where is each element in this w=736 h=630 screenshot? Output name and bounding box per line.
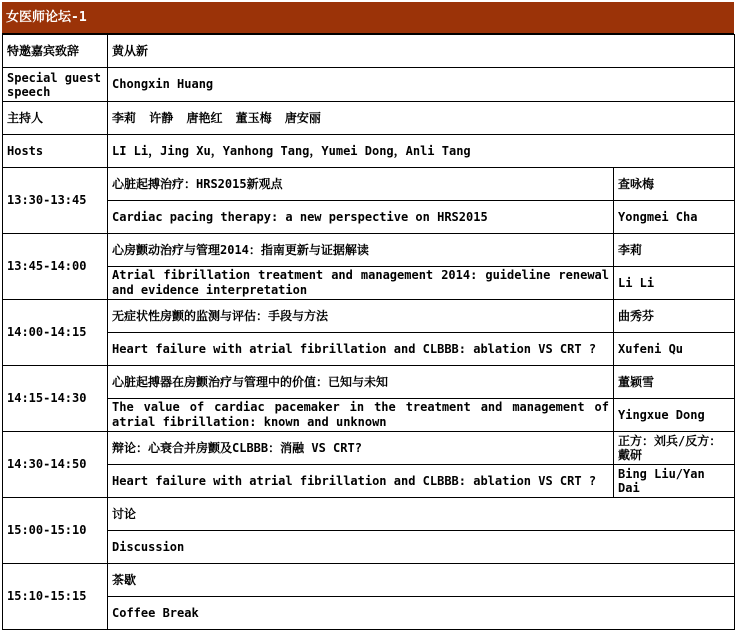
- table-row: [3, 564, 735, 597]
- table-row: [3, 135, 735, 168]
- hosts-label-cn: 主持人: [3, 102, 108, 135]
- table-row: [3, 498, 735, 531]
- session-topic-en: Heart failure with atrial fibrillation and CLBBB: ablation VS CRT ?: [108, 333, 614, 366]
- break-label-cn: 讨论: [108, 498, 735, 531]
- table-row: [3, 201, 735, 234]
- session-topic-cn: 辩论：心衰合并房颤及CLBBB：消融 VS CRT?: [108, 432, 614, 465]
- session-speaker-en: Xufeni Qu: [614, 333, 735, 366]
- session-speaker-cn: 正方：刘兵/反方：戴研: [614, 432, 735, 465]
- table-row: [3, 68, 735, 102]
- hosts-value-en: LI Li，Jing Xu，Yanhong Tang，Yumei Dong，Anli Tang: [108, 135, 735, 168]
- table-row: [3, 300, 735, 333]
- break-label-en: Coffee Break: [108, 597, 735, 630]
- table-row: [3, 465, 735, 498]
- session-speaker-en: Bing Liu/Yan Dai: [614, 465, 735, 498]
- session-topic-en: The value of cardiac pacemaker in the treatment and management of atrial fibrillation: known and unknown: [108, 399, 614, 432]
- session-speaker-en: Yongmei Cha: [614, 201, 735, 234]
- table-row: [3, 168, 735, 201]
- session-topic-cn: 心脏起搏器在房颤治疗与管理中的价值：已知与未知: [108, 366, 614, 399]
- break-time: 15:10-15:15: [3, 564, 108, 630]
- session-topic-en: Heart failure with atrial fibrillation and CLBBB: ablation VS CRT ?: [108, 465, 614, 498]
- table-row: [3, 267, 735, 300]
- session-topic-cn: 无症状性房颤的监测与评估：手段与方法: [108, 300, 614, 333]
- session-speaker-cn: 董颖雪: [614, 366, 735, 399]
- session-topic-cn: 心房颤动治疗与管理2014：指南更新与证据解读: [108, 234, 614, 267]
- guest-speech-label-en: Special guest speech: [3, 68, 108, 102]
- session-speaker-cn: 李莉: [614, 234, 735, 267]
- session-time: 13:30-13:45: [3, 168, 108, 234]
- forum-title: 女医师论坛-1: [2, 2, 734, 34]
- table-row: [3, 366, 735, 399]
- session-speaker-cn: 曲秀芬: [614, 300, 735, 333]
- session-speaker-cn: 查咏梅: [614, 168, 735, 201]
- break-label-en: Discussion: [108, 531, 735, 564]
- table-row: [3, 35, 735, 68]
- schedule-table: [2, 34, 735, 630]
- table-row: [3, 234, 735, 267]
- table-row: [3, 102, 735, 135]
- session-speaker-en: Li Li: [614, 267, 735, 300]
- hosts-label-en: Hosts: [3, 135, 108, 168]
- table-row: [3, 399, 735, 432]
- session-time: 13:45-14:00: [3, 234, 108, 300]
- guest-speech-value-cn: 黄从新: [108, 35, 735, 68]
- session-topic-en: Atrial fibrillation treatment and management 2014: guideline renewal and evidence interpretation: [108, 267, 614, 300]
- table-row: [3, 432, 735, 465]
- table-row: [3, 333, 735, 366]
- session-time: 14:15-14:30: [3, 366, 108, 432]
- guest-speech-value-en: Chongxin Huang: [108, 68, 735, 102]
- break-time: 15:00-15:10: [3, 498, 108, 564]
- guest-speech-label-cn: 特邀嘉宾致辞: [3, 35, 108, 68]
- session-time: 14:00-14:15: [3, 300, 108, 366]
- table-row: [3, 597, 735, 630]
- session-speaker-en: Yingxue Dong: [614, 399, 735, 432]
- break-label-cn: 茶歇: [108, 564, 735, 597]
- table-row: [3, 531, 735, 564]
- session-topic-cn: 心脏起搏治疗：HRS2015新观点: [108, 168, 614, 201]
- session-time: 14:30-14:50: [3, 432, 108, 498]
- hosts-value-cn: 李莉 许静 唐艳红 董玉梅 唐安丽: [108, 102, 735, 135]
- session-topic-en: Cardiac pacing therapy: a new perspective on HRS2015: [108, 201, 614, 234]
